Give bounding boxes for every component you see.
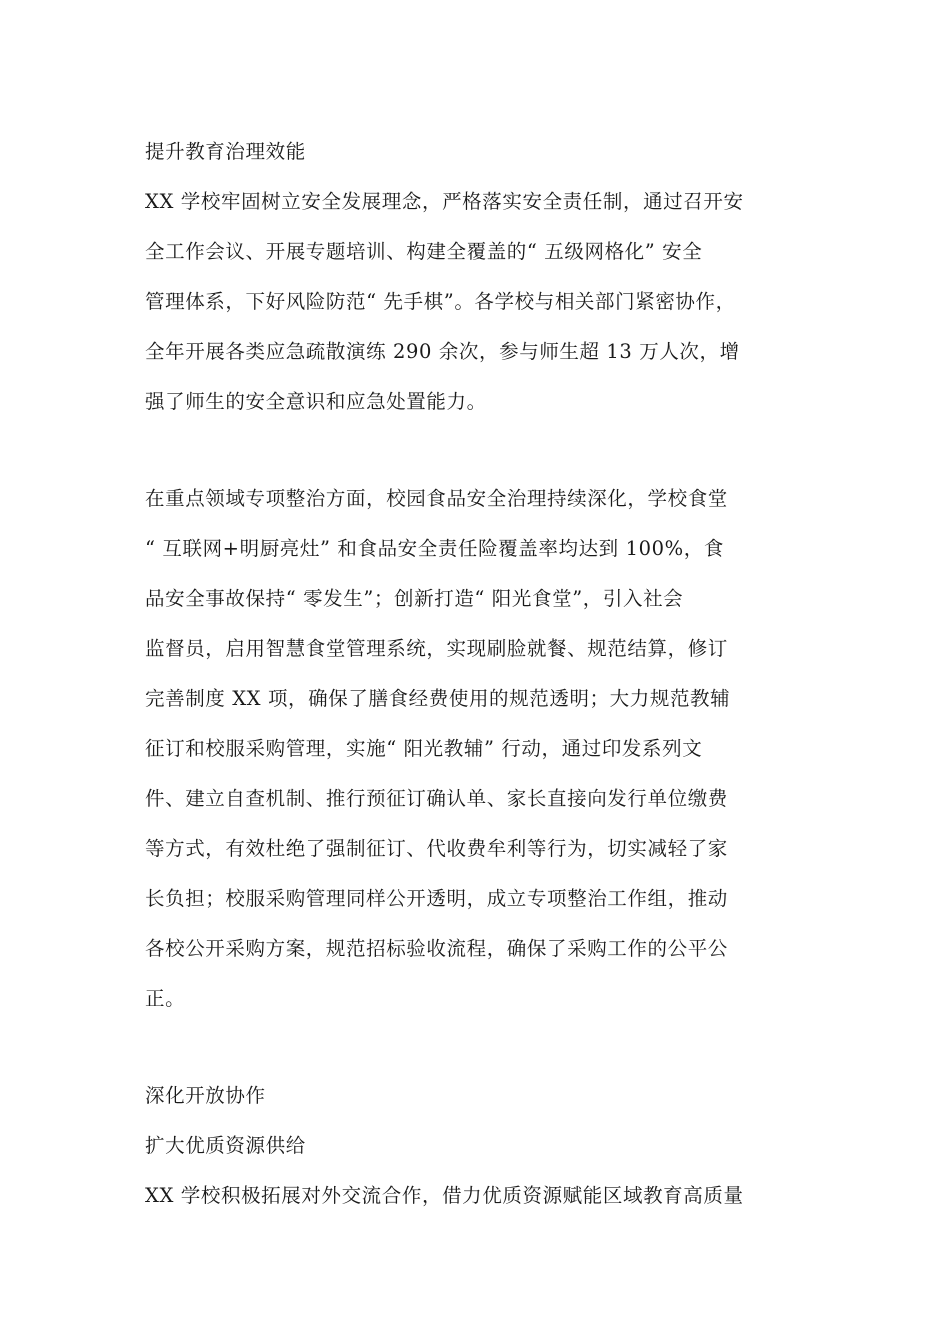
paragraph-line: 强了师生的安全意识和应急处置能力。: [145, 390, 487, 413]
paragraph-line: 监督员，启用智慧食堂管理系统，实现刷脸就餐、规范结算，修订: [145, 637, 728, 660]
paragraph-line: 管理体系，下好风险防范“ 先手棋”。各学校与相关部门紧密协作，: [145, 290, 736, 313]
paragraph-line: 征订和校服采购管理，实施“ 阳光教辅” 行动，通过印发系列文: [145, 737, 703, 760]
paragraph-line: 等方式，有效杜绝了强制征订、代收费牟利等行为，切实减轻了家: [145, 837, 728, 860]
paragraph-line: 在重点领域专项整治方面，校园食品安全治理持续深化，学校食堂: [145, 487, 728, 510]
paragraph-line: 件、建立自查机制、推行预征订确认单、家长直接向发行单位缴费: [145, 787, 728, 810]
subheading-resources: 扩大优质资源供给: [145, 1134, 306, 1157]
paragraph-line: 全年开展各类应急疏散演练 290 余次，参与师生超 13 万人次，增: [145, 340, 740, 363]
paragraph-line: 正。: [145, 987, 186, 1010]
paragraph-line: 完善制度 XX 项，确保了膳食经费使用的规范透明；大力规范教辅: [145, 687, 731, 710]
paragraph-line: 品安全事故保持“ 零发生”；创新打造“ 阳光食堂”，引入社会: [145, 587, 684, 610]
heading-governance: 提升教育治理效能: [145, 140, 306, 163]
paragraph-line: XX 学校牢固树立安全发展理念，严格落实安全责任制，通过召开安: [145, 190, 744, 213]
paragraph-line: XX 学校积极拓展对外交流合作，借力优质资源赋能区域教育高质量: [145, 1184, 744, 1207]
heading-openness: 深化开放协作: [145, 1084, 266, 1107]
paragraph-line: 全工作会议、开展专题培训、构建全覆盖的“ 五级网格化” 安全: [145, 240, 703, 263]
paragraph-line: 长负担；校服采购管理同样公开透明，成立专项整治工作组，推动: [145, 887, 728, 910]
paragraph-line: “ 互联网+明厨亮灶” 和食品安全责任险覆盖率均达到 100%，食: [145, 537, 724, 560]
paragraph-line: 各校公开采购方案，规范招标验收流程，确保了采购工作的公平公: [145, 937, 728, 960]
